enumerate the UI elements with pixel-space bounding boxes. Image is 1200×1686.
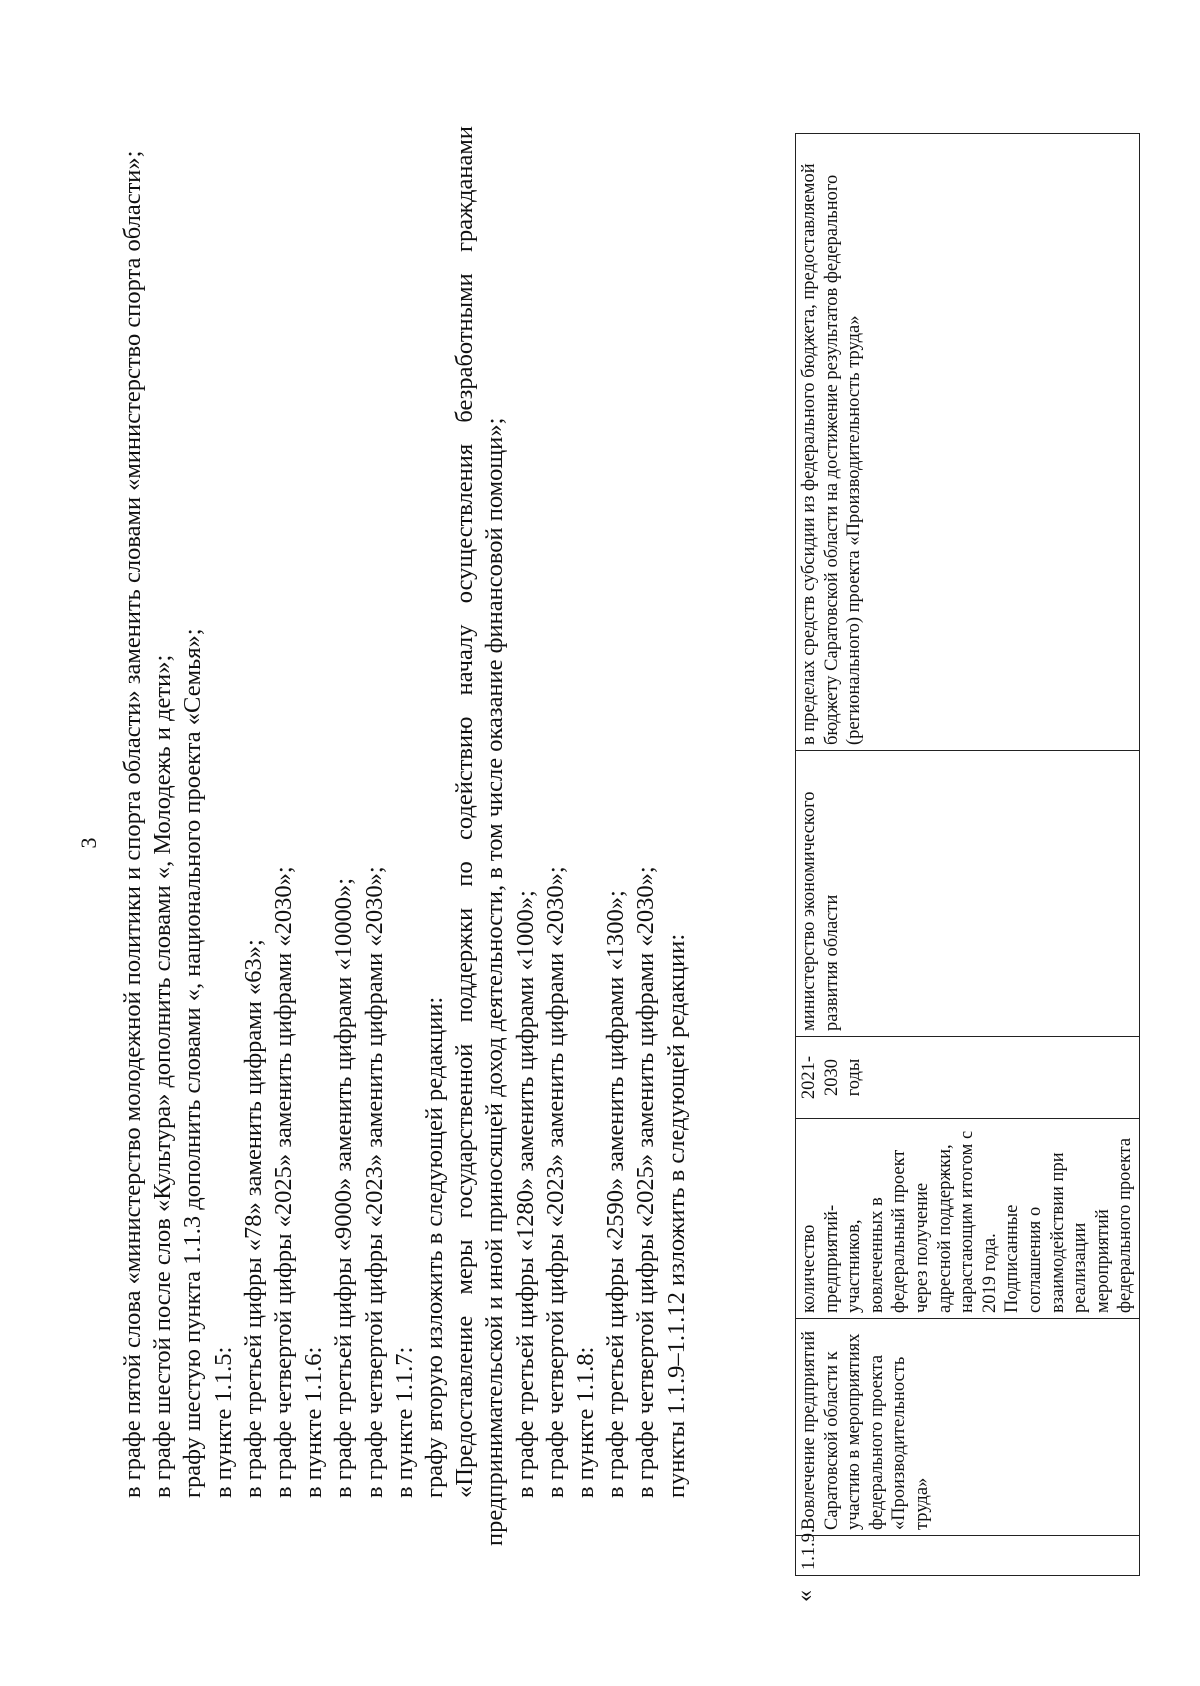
table-open-quote: « — [792, 1590, 818, 1602]
paragraph: «Предоставление меры государственной поддержки по содействию началу осуществления безработными гражданами предпринимательской и иной приносящей доход деятельности, в том числе оказание финансовой помощи»; — [451, 126, 509, 1546]
cell-number: 1.1.9. — [796, 1536, 1140, 1576]
paragraph: в графе третьей цифры «1280» заменить цифрами «1000»; — [511, 890, 539, 1498]
paragraph: в графе третьей цифры «9000» заменить цифрами «10000»; — [330, 877, 358, 1498]
paragraph: в графе четвертой цифры «2023» заменить цифрами «2030»; — [541, 866, 569, 1498]
measures-table — [795, 133, 1140, 1576]
paragraph: в пункте 1.1.7: — [390, 1346, 418, 1498]
paragraph: в графе четвертой цифры «2025» заменить цифрами «2030»; — [270, 866, 298, 1498]
paragraph: графу вторую изложить в следующей редакции: — [421, 996, 449, 1498]
paragraph: в пункте 1.1.8: — [572, 1346, 600, 1498]
cell-funding: в пределах средств субсидии из федерального бюджета, предоставляемой бюджету Саратовской области на достижение результатов федерального (регионального) проекта «Производительность труда» — [796, 134, 1140, 751]
cell-years: 2021-2030 годы — [796, 1037, 1140, 1119]
paragraph: в графе четвертой цифры «2025» заменить цифрами «2030»; — [632, 866, 660, 1498]
paragraph: в графе третьей цифры «78» заменить цифрами «63»; — [239, 939, 267, 1498]
paragraph: в пункте 1.1.5: — [209, 1346, 237, 1498]
paragraph: в графе четвертой цифры «2023» заменить цифрами «2030»; — [360, 866, 388, 1498]
page-number: 3 — [76, 837, 101, 849]
paragraph: в графе шестой после слов «Культура» дополнить словами «, Молодежь и дети»; — [149, 654, 177, 1498]
table-row — [796, 134, 1140, 1576]
body-text — [118, 126, 692, 1546]
paragraph: в графе пятой слова «министерство молодежной политики и спорта области» заменить словами «министерство спорта области»; — [119, 150, 146, 1498]
paragraph: пункты 1.1.9–1.1.12 изложить в следующей редакции: — [662, 933, 690, 1498]
cell-executor: министерство экономического развития области — [796, 751, 1140, 1037]
paragraph: в пункте 1.1.6: — [300, 1346, 328, 1498]
cell-name: Вовлечение предприятий Саратовской области к участию в мероприятиях федерального проекта «Производительность труда» — [796, 1319, 1140, 1536]
cell-indicator: количество предприятий-участников, вовлеченных в федеральный проект через получение адресной поддержки, нарастающим итогом с 2019 года. Подписанные соглашения о взаимодействии при реализации мероприятий федерального проекта — [796, 1119, 1140, 1319]
paragraph: в графе третьей цифры «2590» заменить цифрами «1300»; — [602, 890, 630, 1498]
paragraph: графу шестую пункта 1.1.3 дополнить словами «, национального проекта «Семья»; — [179, 628, 207, 1498]
